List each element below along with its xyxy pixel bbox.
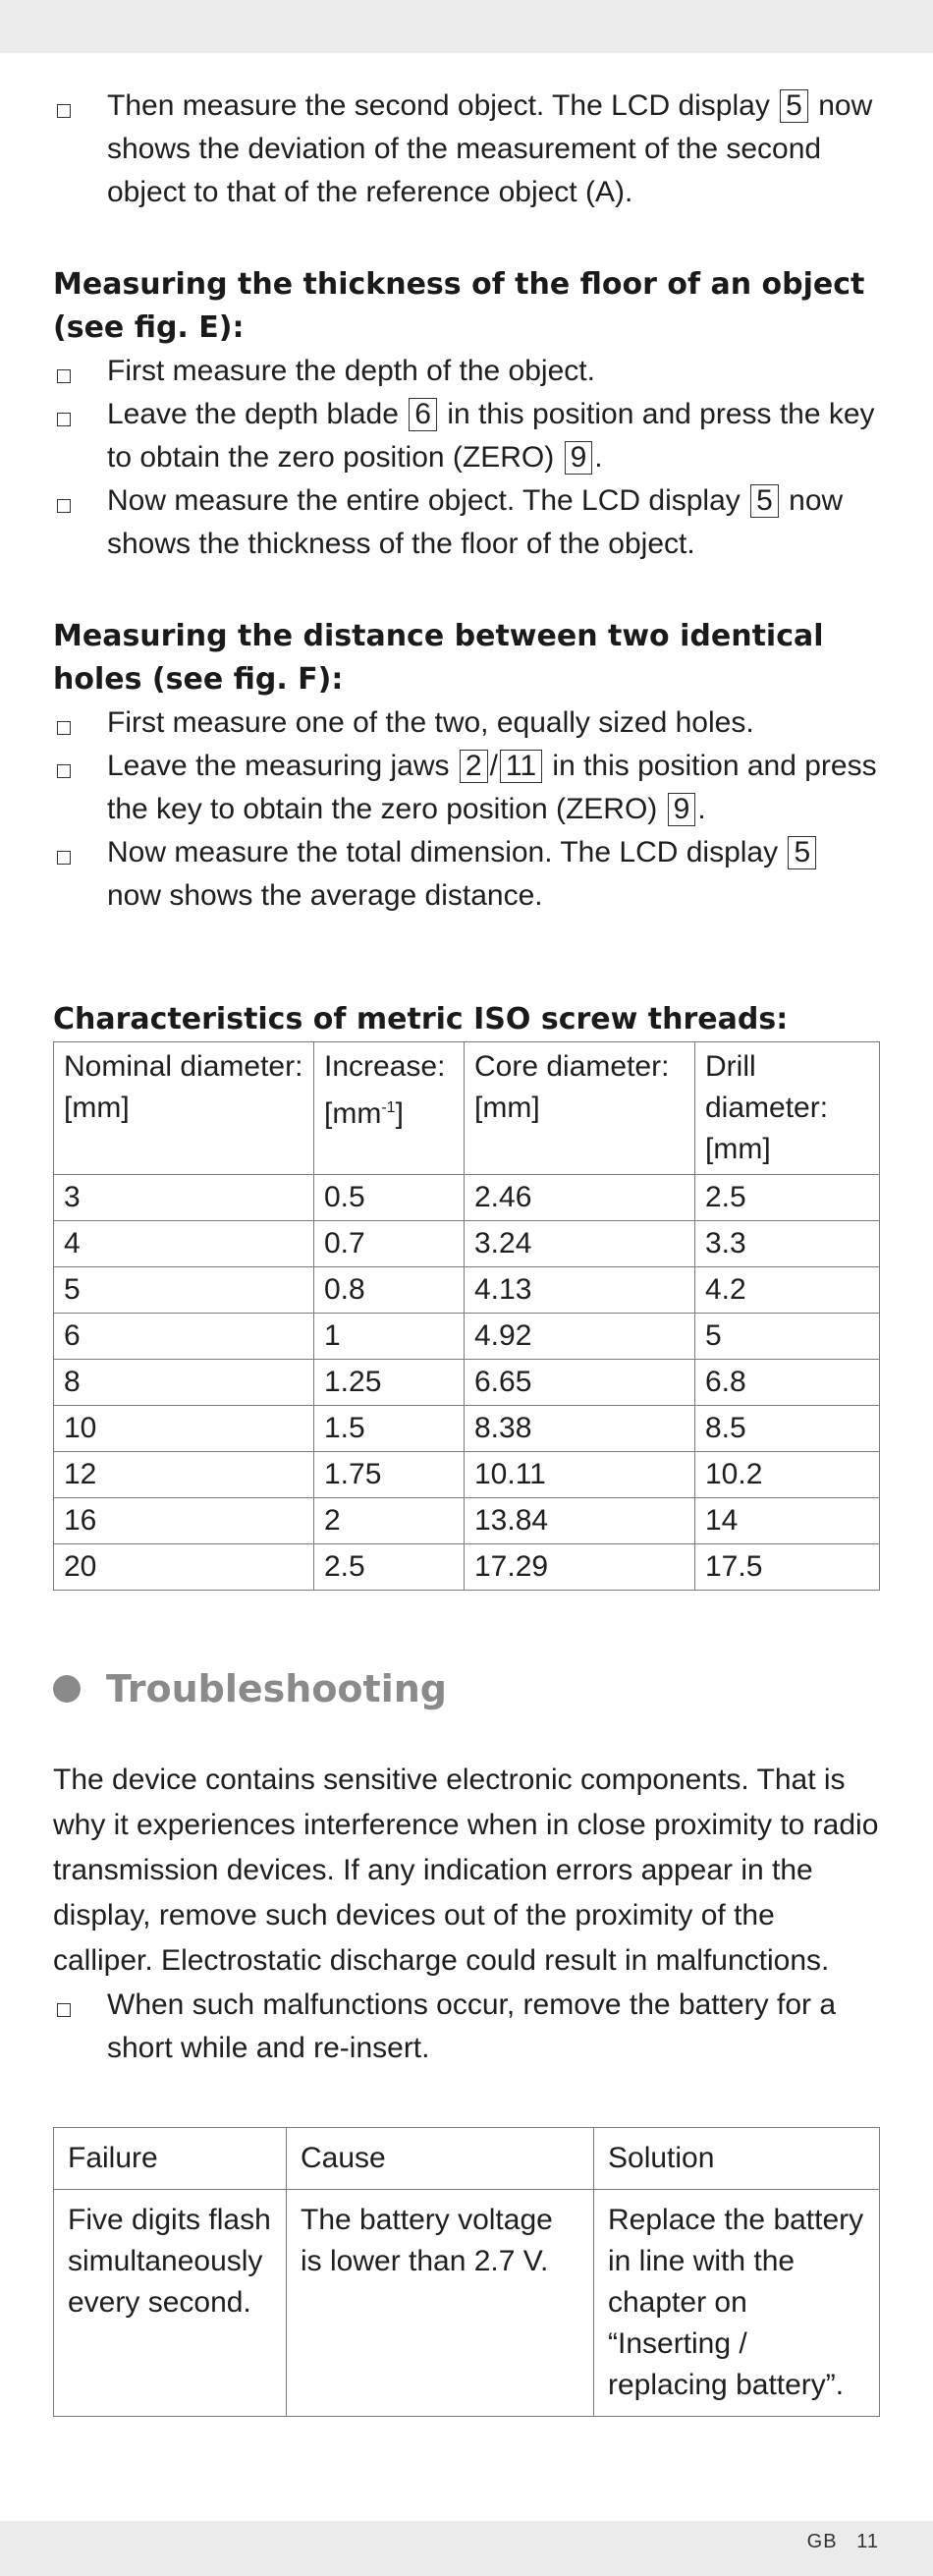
checkbox-bullet-icon xyxy=(57,413,71,426)
table-row xyxy=(54,1406,880,1452)
table-cell: 4.92 xyxy=(465,1314,695,1360)
checkbox-bullet-icon xyxy=(57,104,71,118)
table-row xyxy=(54,1175,880,1221)
table-cell: 4 xyxy=(54,1221,314,1267)
table-cell: 2 xyxy=(314,1498,465,1544)
table-header-row xyxy=(54,1042,880,1175)
table-row xyxy=(54,1452,880,1498)
table-cell: 3.3 xyxy=(695,1221,880,1267)
iso-table-title: Characteristics of metric ISO screw threads: xyxy=(53,1002,789,1036)
table-cell: 0.7 xyxy=(314,1221,465,1267)
cell-failure: Five digits flash simultaneously every second. xyxy=(54,2190,287,2417)
checkbox-bullet-icon xyxy=(57,499,71,513)
table-cell: 1.25 xyxy=(314,1360,465,1406)
part-number-badge: 5 xyxy=(780,89,808,123)
table-cell: 8.5 xyxy=(695,1406,880,1452)
section-heading-floor: Measuring the thickness of the floor of an object (see fig. E): xyxy=(53,267,865,345)
bullet-dot-icon xyxy=(53,1675,81,1703)
part-number-badge: 5 xyxy=(750,484,779,518)
table-cell: 1 xyxy=(314,1314,465,1360)
part-number-badge: 9 xyxy=(565,441,593,475)
cell-solution: Replace the battery in line with the chapter on “Inserting / replacing battery”. xyxy=(594,2190,880,2417)
header-failure: Failure xyxy=(54,2128,287,2190)
bottom-bar xyxy=(0,2521,933,2576)
list-item: Now measure the entire object. The LCD display 5 now shows the thickness of the floor of the object. xyxy=(53,479,880,566)
table-row xyxy=(54,1267,880,1314)
list-item: Then measure the second object. The LCD display 5 now shows the deviation of the measurement of the second object to that of the reference object (A). xyxy=(53,84,880,214)
top-bar xyxy=(0,0,933,53)
list-item: First measure one of the two, equally sized holes. xyxy=(53,701,880,745)
table-cell: 8.38 xyxy=(465,1406,695,1452)
page-content xyxy=(53,84,880,2417)
table-row xyxy=(54,1544,880,1591)
page-number: GB 11 xyxy=(806,2531,879,2552)
part-number-badge: 11 xyxy=(500,750,542,783)
list-item: When such malfunctions occur, remove the battery for a short while and re-insert. xyxy=(53,1984,880,2070)
section-heading-holes: Measuring the distance between two identical holes (see fig. F): xyxy=(53,619,824,697)
header-cause: Cause xyxy=(287,2128,594,2190)
table-cell: 20 xyxy=(54,1544,314,1591)
table-cell: 0.5 xyxy=(314,1175,465,1221)
table-cell: 0.8 xyxy=(314,1267,465,1314)
table-cell: 5 xyxy=(695,1314,880,1360)
part-number-badge: 6 xyxy=(409,398,437,431)
table-cell: 17.29 xyxy=(465,1544,695,1591)
troubleshooting-heading: Troubleshooting xyxy=(53,1667,880,1710)
table-cell: 6.65 xyxy=(465,1360,695,1406)
checkbox-bullet-icon xyxy=(57,2003,71,2017)
table-cell: 1.5 xyxy=(314,1406,465,1452)
table-cell: 6 xyxy=(54,1314,314,1360)
table-cell: 4.13 xyxy=(465,1267,695,1314)
troubleshooting-paragraph: The device contains sensitive electronic components. That is why it experiences interference when in close proximity to radio transmission devices. If any indication errors appear in the display, remove such devices out of the proximity of the calliper. Electrostatic discharge could result in malfunctions. xyxy=(53,1764,879,1977)
table-row xyxy=(54,2190,880,2417)
table-cell: 3.24 xyxy=(465,1221,695,1267)
checkbox-bullet-icon xyxy=(57,721,71,735)
list-item: Leave the measuring jaws 2 / 11 in this position and press the key to obtain the zero position (ZERO) 9 . xyxy=(53,745,880,831)
table-cell: 2.46 xyxy=(465,1175,695,1221)
list-item: First measure the depth of the object. xyxy=(53,350,880,393)
part-number-badge: 9 xyxy=(668,793,696,826)
header-increase: Increase: $[mm^{-1}]$ xyxy=(314,1042,465,1175)
part-number-badge: 5 xyxy=(788,836,816,869)
header-drill: Drill diameter: [mm] xyxy=(695,1042,880,1175)
part-number-badge: 2 xyxy=(460,750,488,783)
checkbox-bullet-icon xyxy=(57,851,71,865)
table-row xyxy=(54,1314,880,1360)
table-cell: 10.11 xyxy=(465,1452,695,1498)
header-nominal: Nominal diameter: [mm] xyxy=(54,1042,314,1175)
table-row xyxy=(54,1221,880,1267)
table-cell: 8 xyxy=(54,1360,314,1406)
table-cell: 14 xyxy=(695,1498,880,1544)
table-header-row xyxy=(54,2128,880,2190)
table-cell: 3 xyxy=(54,1175,314,1221)
list-item: Leave the depth blade 6 in this position and press the key to obtain the zero position (ZERO) 9 . xyxy=(53,393,880,479)
checkbox-bullet-icon xyxy=(57,764,71,778)
iso-thread-table xyxy=(53,1041,880,1591)
table-cell: 6.8 xyxy=(695,1360,880,1406)
header-core: Core diameter: [mm] xyxy=(465,1042,695,1175)
table-row xyxy=(54,1360,880,1406)
troubleshooting-table xyxy=(53,2127,880,2417)
list-item: Now measure the total dimension. The LCD display 5 now shows the average distance. xyxy=(53,831,880,918)
checkbox-bullet-icon xyxy=(57,369,71,383)
table-cell: 5 xyxy=(54,1267,314,1314)
table-cell: 10 xyxy=(54,1406,314,1452)
table-cell: 12 xyxy=(54,1452,314,1498)
table-cell: 10.2 xyxy=(695,1452,880,1498)
header-solution: Solution xyxy=(594,2128,880,2190)
table-cell: 2.5 xyxy=(695,1175,880,1221)
table-cell: 17.5 xyxy=(695,1544,880,1591)
table-cell: 4.2 xyxy=(695,1267,880,1314)
table-cell: 16 xyxy=(54,1498,314,1544)
table-cell: 2.5 xyxy=(314,1544,465,1591)
cell-cause: The battery voltage is lower than 2.7 V. xyxy=(287,2190,594,2417)
table-row xyxy=(54,1498,880,1544)
table-cell: 1.75 xyxy=(314,1452,465,1498)
table-cell: 13.84 xyxy=(465,1498,695,1544)
